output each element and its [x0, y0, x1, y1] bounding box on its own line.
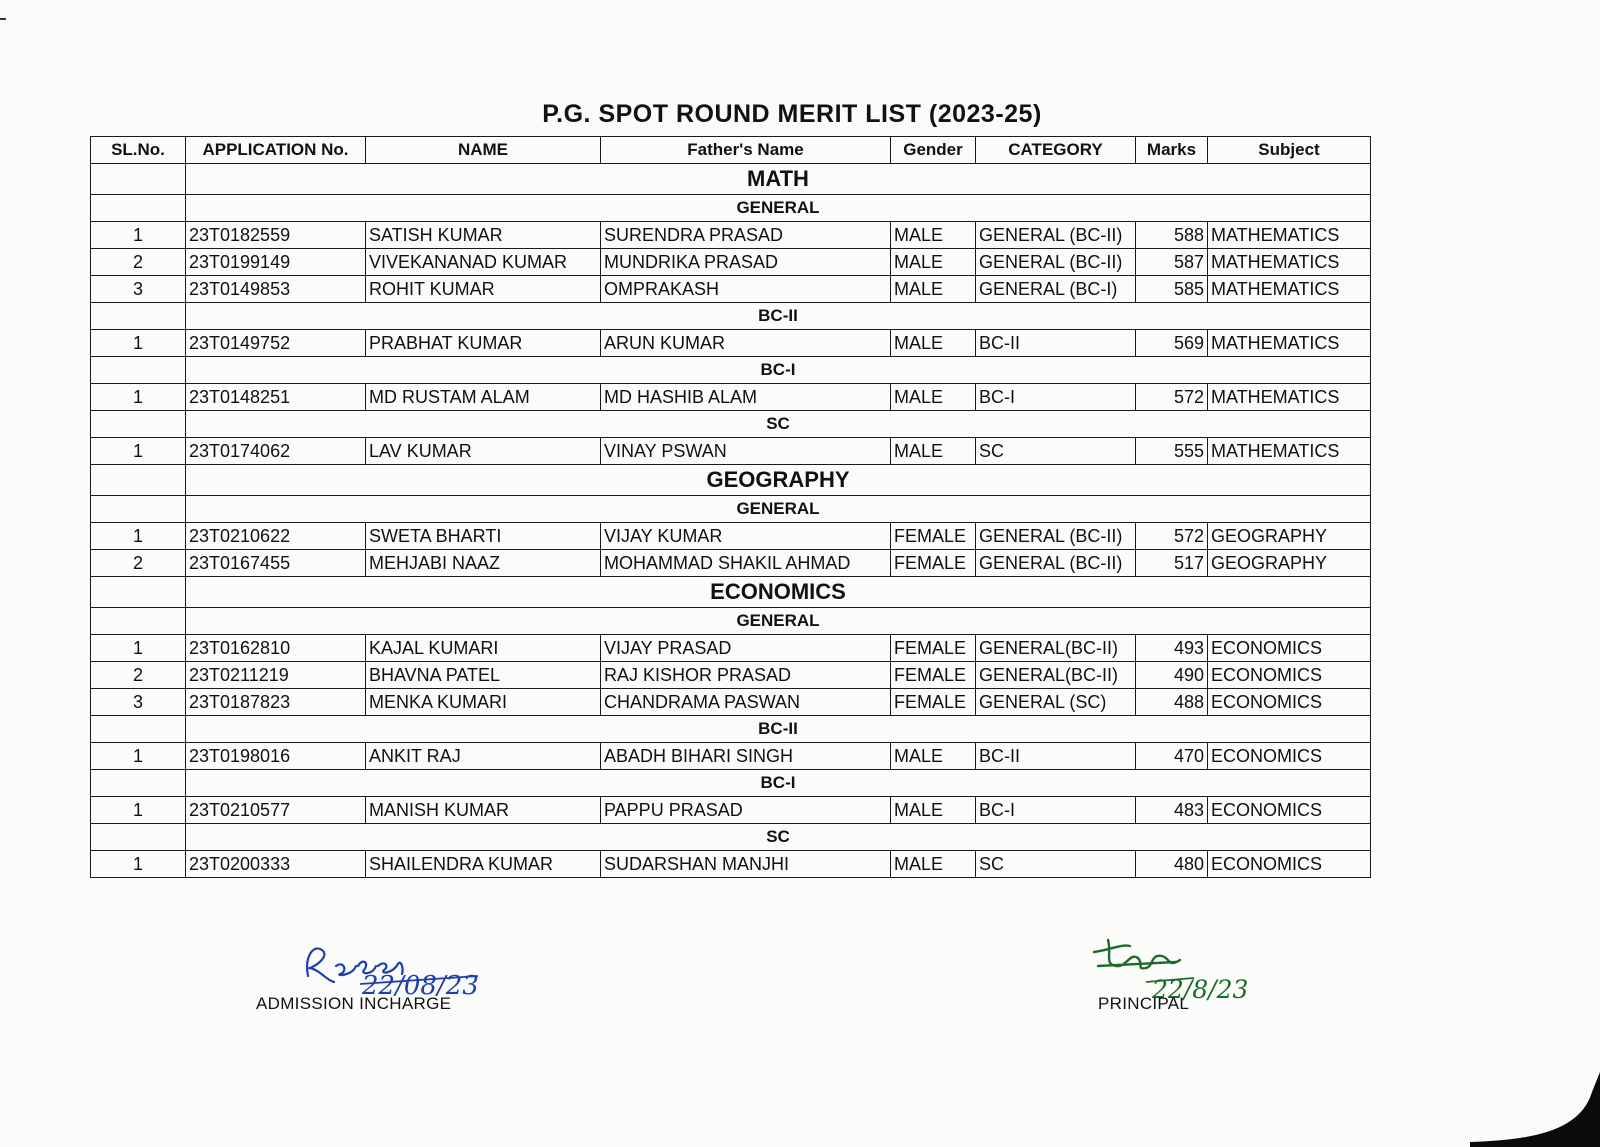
marks-cell: 483 [1136, 797, 1208, 824]
fathers-name-cell: CHANDRAMA PASWAN [601, 689, 891, 716]
application-no-cell: 23T0149752 [186, 330, 366, 357]
category-cell: BC-II [976, 743, 1136, 770]
gender-cell: MALE [891, 743, 976, 770]
marks-cell: 572 [1136, 384, 1208, 411]
name-cell: MEHJABI NAAZ [366, 550, 601, 577]
blank-cell [91, 411, 186, 438]
table-row [91, 550, 1371, 577]
category-heading: GENERAL [186, 195, 1371, 222]
name-cell: LAV KUMAR [366, 438, 601, 465]
fathers-name-cell: MD HASHIB ALAM [601, 384, 891, 411]
fathers-name-cell: OMPRAKASH [601, 276, 891, 303]
category-cell: BC-I [976, 797, 1136, 824]
gender-cell: FEMALE [891, 523, 976, 550]
gender-cell: MALE [891, 330, 976, 357]
subject-cell: MATHEMATICS [1208, 330, 1371, 357]
category-heading: BC-II [186, 716, 1371, 743]
sl-no-cell: 3 [91, 689, 186, 716]
header-application-no: APPLICATION No. [186, 137, 366, 164]
category-group-row [91, 195, 1371, 222]
category-cell: GENERAL (BC-I) [976, 276, 1136, 303]
blank-cell [91, 465, 186, 496]
fathers-name-cell: SURENDRA PRASAD [601, 222, 891, 249]
category-heading: BC-II [186, 303, 1371, 330]
category-cell: GENERAL (BC-II) [976, 222, 1136, 249]
fathers-name-cell: MUNDRIKA PRASAD [601, 249, 891, 276]
marks-cell: 480 [1136, 851, 1208, 878]
subject-cell: ECONOMICS [1208, 743, 1371, 770]
application-no-cell: 23T0210577 [186, 797, 366, 824]
category-cell: GENERAL(BC-II) [976, 662, 1136, 689]
subject-section-row [91, 465, 1371, 496]
gender-cell: FEMALE [891, 662, 976, 689]
category-cell: SC [976, 438, 1136, 465]
subject-cell: MATHEMATICS [1208, 222, 1371, 249]
subject-section-row [91, 577, 1371, 608]
blank-cell [91, 577, 186, 608]
gender-cell: MALE [891, 249, 976, 276]
marks-cell: 555 [1136, 438, 1208, 465]
name-cell: MENKA KUMARI [366, 689, 601, 716]
marks-cell: 490 [1136, 662, 1208, 689]
header-category: CATEGORY [976, 137, 1136, 164]
subject-cell: MATHEMATICS [1208, 276, 1371, 303]
table-row [91, 330, 1371, 357]
marks-cell: 517 [1136, 550, 1208, 577]
blank-cell [91, 303, 186, 330]
fathers-name-cell: ARUN KUMAR [601, 330, 891, 357]
application-no-cell: 23T0200333 [186, 851, 366, 878]
sl-no-cell: 2 [91, 249, 186, 276]
category-cell: BC-I [976, 384, 1136, 411]
sl-no-cell: 1 [91, 797, 186, 824]
category-heading: GENERAL [186, 608, 1371, 635]
table-row [91, 438, 1371, 465]
category-group-row [91, 716, 1371, 743]
sl-no-cell: 3 [91, 276, 186, 303]
name-cell: MD RUSTAM ALAM [366, 384, 601, 411]
subject-cell: MATHEMATICS [1208, 249, 1371, 276]
subject-cell: ECONOMICS [1208, 851, 1371, 878]
blank-cell [91, 357, 186, 384]
category-group-row [91, 496, 1371, 523]
marks-cell: 585 [1136, 276, 1208, 303]
blank-cell [91, 824, 186, 851]
gender-cell: MALE [891, 797, 976, 824]
header-name: NAME [366, 137, 601, 164]
blank-cell [91, 770, 186, 797]
fathers-name-cell: RAJ KISHOR PRASAD [601, 662, 891, 689]
fathers-name-cell: VIJAY PRASAD [601, 635, 891, 662]
application-no-cell: 23T0198016 [186, 743, 366, 770]
page-title: P.G. SPOT ROUND MERIT LIST (2023-25) [542, 100, 1042, 128]
right-signature-date: 22/8/23 [1152, 975, 1249, 1004]
table-row [91, 276, 1371, 303]
header-marks: Marks [1136, 137, 1208, 164]
table-row [91, 384, 1371, 411]
name-cell: PRABHAT KUMAR [366, 330, 601, 357]
blank-cell [91, 195, 186, 222]
category-heading: SC [186, 824, 1371, 851]
category-cell: GENERAL (BC-II) [976, 550, 1136, 577]
gender-cell: MALE [891, 438, 976, 465]
sl-no-cell: 1 [91, 384, 186, 411]
subject-cell: ECONOMICS [1208, 797, 1371, 824]
scan-edge-mark [0, 18, 6, 20]
table-row [91, 797, 1371, 824]
application-no-cell: 23T0174062 [186, 438, 366, 465]
category-cell: BC-II [976, 330, 1136, 357]
blank-cell [91, 716, 186, 743]
subject-heading: MATH [186, 164, 1371, 195]
category-heading: GENERAL [186, 496, 1371, 523]
category-cell: GENERAL(BC-II) [976, 635, 1136, 662]
subject-heading: GEOGRAPHY [186, 465, 1371, 496]
category-group-row [91, 303, 1371, 330]
fathers-name-cell: PAPPU PRASAD [601, 797, 891, 824]
table-row [91, 851, 1371, 878]
category-cell: SC [976, 851, 1136, 878]
marks-cell: 493 [1136, 635, 1208, 662]
merit-table-body [91, 164, 1371, 878]
table-row [91, 523, 1371, 550]
category-cell: GENERAL (SC) [976, 689, 1136, 716]
application-no-cell: 23T0210622 [186, 523, 366, 550]
sl-no-cell: 2 [91, 550, 186, 577]
subject-cell: GEOGRAPHY [1208, 523, 1371, 550]
table-row [91, 249, 1371, 276]
name-cell: MANISH KUMAR [366, 797, 601, 824]
name-cell: VIVEKANANAD KUMAR [366, 249, 601, 276]
name-cell: ROHIT KUMAR [366, 276, 601, 303]
category-heading: SC [186, 411, 1371, 438]
application-no-cell: 23T0182559 [186, 222, 366, 249]
gender-cell: MALE [891, 222, 976, 249]
category-group-row [91, 770, 1371, 797]
subject-cell: MATHEMATICS [1208, 384, 1371, 411]
name-cell: SATISH KUMAR [366, 222, 601, 249]
admission-incharge-label: ADMISSION INCHARGE [256, 994, 452, 1013]
category-heading: BC-I [186, 770, 1371, 797]
name-cell: SHAILENDRA KUMAR [366, 851, 601, 878]
sl-no-cell: 1 [91, 851, 186, 878]
fathers-name-cell: ABADH BIHARI SINGH [601, 743, 891, 770]
category-group-row [91, 608, 1371, 635]
application-no-cell: 23T0149853 [186, 276, 366, 303]
header-sl-no: SL.No. [91, 137, 186, 164]
subject-cell: ECONOMICS [1208, 662, 1371, 689]
header-gender: Gender [891, 137, 976, 164]
application-no-cell: 23T0162810 [186, 635, 366, 662]
category-heading: BC-I [186, 357, 1371, 384]
gender-cell: FEMALE [891, 550, 976, 577]
table-row [91, 689, 1371, 716]
merit-list-table [90, 136, 1371, 878]
fathers-name-cell: SUDARSHAN MANJHI [601, 851, 891, 878]
table-row [91, 635, 1371, 662]
sl-no-cell: 1 [91, 330, 186, 357]
marks-cell: 488 [1136, 689, 1208, 716]
gender-cell: MALE [891, 384, 976, 411]
left-signature-date: 22/08/23 [362, 971, 479, 996]
fathers-name-cell: VINAY PSWAN [601, 438, 891, 465]
name-cell: KAJAL KUMARI [366, 635, 601, 662]
sl-no-cell: 1 [91, 635, 186, 662]
category-cell: GENERAL (BC-II) [976, 523, 1136, 550]
gender-cell: FEMALE [891, 689, 976, 716]
sl-no-cell: 1 [91, 743, 186, 770]
fathers-name-cell: VIJAY KUMAR [601, 523, 891, 550]
fathers-name-cell: MOHAMMAD SHAKIL AHMAD [601, 550, 891, 577]
subject-cell: ECONOMICS [1208, 689, 1371, 716]
blank-cell [91, 496, 186, 523]
subject-section-row [91, 164, 1371, 195]
application-no-cell: 23T0211219 [186, 662, 366, 689]
application-no-cell: 23T0167455 [186, 550, 366, 577]
blank-cell [91, 608, 186, 635]
sl-no-cell: 1 [91, 438, 186, 465]
table-row [91, 662, 1371, 689]
subject-heading: ECONOMICS [186, 577, 1371, 608]
table-row [91, 743, 1371, 770]
gender-cell: MALE [891, 276, 976, 303]
marks-cell: 587 [1136, 249, 1208, 276]
subject-cell: ECONOMICS [1208, 635, 1371, 662]
application-no-cell: 23T0148251 [186, 384, 366, 411]
category-cell: GENERAL (BC-II) [976, 249, 1136, 276]
marks-cell: 588 [1136, 222, 1208, 249]
principal-label: PRINCIPAL [1098, 994, 1190, 1013]
blank-cell [91, 164, 186, 195]
gender-cell: MALE [891, 851, 976, 878]
table-row [91, 222, 1371, 249]
table-header-row [91, 137, 1371, 164]
header-subject: Subject [1208, 137, 1371, 164]
name-cell: SWETA BHARTI [366, 523, 601, 550]
marks-cell: 470 [1136, 743, 1208, 770]
category-group-row [91, 357, 1371, 384]
application-no-cell: 23T0199149 [186, 249, 366, 276]
subject-cell: MATHEMATICS [1208, 438, 1371, 465]
admission-incharge-signature [300, 936, 530, 996]
marks-cell: 572 [1136, 523, 1208, 550]
category-group-row [91, 824, 1371, 851]
sl-no-cell: 1 [91, 523, 186, 550]
sl-no-cell: 2 [91, 662, 186, 689]
scan-corner-shadow [1470, 1072, 1600, 1147]
gender-cell: FEMALE [891, 635, 976, 662]
name-cell: BHAVNA PATEL [366, 662, 601, 689]
marks-cell: 569 [1136, 330, 1208, 357]
subject-cell: GEOGRAPHY [1208, 550, 1371, 577]
application-no-cell: 23T0187823 [186, 689, 366, 716]
header-fathers-name: Father's Name [601, 137, 891, 164]
name-cell: ANKIT RAJ [366, 743, 601, 770]
category-group-row [91, 411, 1371, 438]
sl-no-cell: 1 [91, 222, 186, 249]
